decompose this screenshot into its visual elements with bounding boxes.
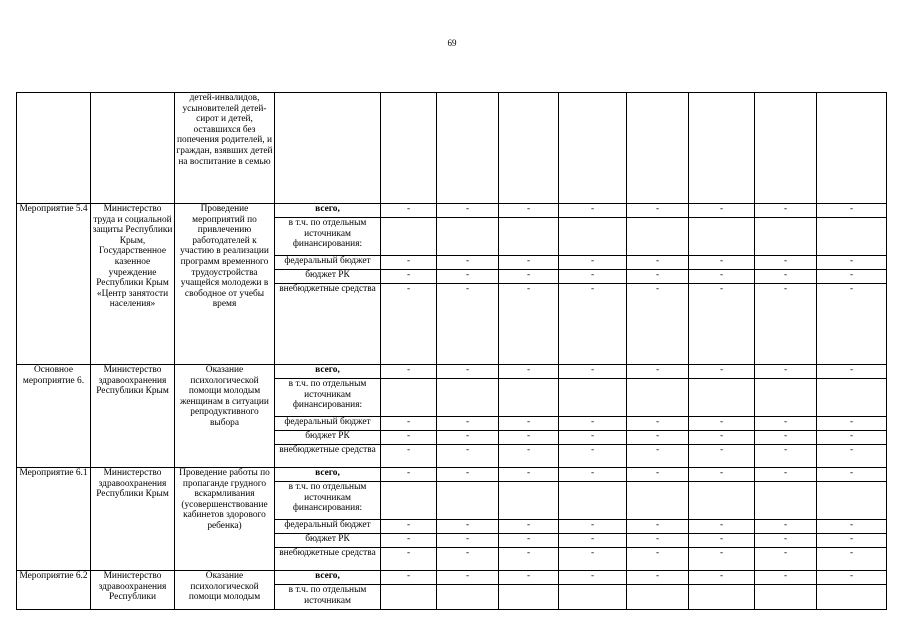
- value-cell: [381, 482, 437, 520]
- value-cell: -: [627, 445, 689, 468]
- measure-id-cell: Мероприятие 6.1: [17, 468, 91, 571]
- value-cell: -: [689, 571, 755, 585]
- table-row: [17, 571, 887, 585]
- value-cell: -: [381, 365, 437, 379]
- value-cell: -: [817, 445, 887, 468]
- value-cell: -: [559, 571, 627, 585]
- value-cell: -: [559, 520, 627, 534]
- value-cell: -: [627, 520, 689, 534]
- value-cell: -: [437, 468, 499, 482]
- value-cell: -: [559, 204, 627, 218]
- source-republic-cell: бюджет РК: [275, 534, 381, 548]
- value-cell: -: [755, 284, 817, 365]
- value-cell: -: [381, 256, 437, 270]
- value-cell: -: [437, 520, 499, 534]
- value-cell: -: [499, 417, 559, 431]
- value-cell: -: [499, 365, 559, 379]
- value-cell: -: [437, 256, 499, 270]
- value-cell: [437, 379, 499, 417]
- value-cell: -: [817, 365, 887, 379]
- value-cell: -: [437, 284, 499, 365]
- value-cell: [755, 482, 817, 520]
- value-cell: -: [499, 284, 559, 365]
- executor-cell: Министерство здравоохранения Республики Крым: [91, 365, 175, 468]
- value-cell: -: [755, 548, 817, 571]
- value-cell: -: [437, 270, 499, 284]
- value-cell: -: [499, 445, 559, 468]
- value-cell: -: [817, 571, 887, 585]
- value-cell: -: [755, 270, 817, 284]
- value-cell: -: [627, 571, 689, 585]
- value-cell: [817, 93, 887, 204]
- value-cell: -: [437, 548, 499, 571]
- value-cell: -: [817, 256, 887, 270]
- value-cell: -: [755, 431, 817, 445]
- source-total-cell: всего,: [275, 468, 381, 482]
- measure-id-cell: Мероприятие 6.2: [17, 571, 91, 610]
- value-cell: -: [627, 431, 689, 445]
- value-cell: -: [817, 548, 887, 571]
- value-cell: -: [627, 365, 689, 379]
- value-cell: -: [755, 445, 817, 468]
- value-cell: -: [755, 534, 817, 548]
- source-total-cell: всего,: [275, 204, 381, 218]
- value-cell: -: [689, 520, 755, 534]
- value-cell: [755, 218, 817, 256]
- value-cell: -: [499, 256, 559, 270]
- value-cell: [755, 379, 817, 417]
- value-cell: [755, 93, 817, 204]
- value-cell: -: [381, 548, 437, 571]
- measure-id-cell: [17, 93, 91, 204]
- value-cell: [627, 93, 689, 204]
- value-cell: -: [755, 468, 817, 482]
- value-cell: -: [689, 417, 755, 431]
- value-cell: -: [499, 534, 559, 548]
- value-cell: [689, 585, 755, 610]
- source-federal-cell: федеральный бюджет: [275, 417, 381, 431]
- source-total-cell: всего,: [275, 365, 381, 379]
- value-cell: [627, 379, 689, 417]
- value-cell: [559, 379, 627, 417]
- value-cell: [559, 218, 627, 256]
- value-cell: -: [437, 431, 499, 445]
- value-cell: [689, 93, 755, 204]
- source-including-cell: в т.ч. по отдельным источникам финансирования:: [275, 218, 381, 256]
- value-cell: [817, 482, 887, 520]
- value-cell: -: [817, 204, 887, 218]
- value-cell: -: [627, 284, 689, 365]
- source-total-cell: всего,: [275, 571, 381, 585]
- value-cell: -: [817, 417, 887, 431]
- value-cell: -: [755, 520, 817, 534]
- executor-cell: Министерство труда и социальной защиты Республики Крым, Государственное казенное учреждение Республики Крым «Центр занятости населения»: [91, 204, 175, 365]
- value-cell: -: [689, 445, 755, 468]
- table-row: [17, 468, 887, 482]
- value-cell: -: [559, 431, 627, 445]
- value-cell: [627, 218, 689, 256]
- source-republic-cell: бюджет РК: [275, 270, 381, 284]
- value-cell: -: [755, 571, 817, 585]
- value-cell: -: [437, 571, 499, 585]
- value-cell: -: [627, 548, 689, 571]
- source-extra-cell: внебюджетные средства: [275, 445, 381, 468]
- value-cell: -: [559, 548, 627, 571]
- value-cell: -: [627, 270, 689, 284]
- executor-cell: Министерство здравоохранения Республики: [91, 571, 175, 610]
- value-cell: [627, 585, 689, 610]
- value-cell: -: [559, 270, 627, 284]
- measure-name-cell: Оказание психологической помощи молодым: [175, 571, 275, 610]
- value-cell: -: [689, 365, 755, 379]
- value-cell: -: [499, 431, 559, 445]
- source-republic-cell: бюджет РК: [275, 431, 381, 445]
- value-cell: -: [627, 204, 689, 218]
- value-cell: [627, 482, 689, 520]
- value-cell: -: [817, 468, 887, 482]
- value-cell: -: [499, 571, 559, 585]
- value-cell: -: [627, 468, 689, 482]
- value-cell: [559, 93, 627, 204]
- value-cell: [437, 585, 499, 610]
- value-cell: [817, 585, 887, 610]
- value-cell: -: [437, 445, 499, 468]
- measure-id-cell: Мероприятие 5.4: [17, 204, 91, 365]
- value-cell: [381, 93, 437, 204]
- value-cell: -: [381, 204, 437, 218]
- value-cell: [381, 585, 437, 610]
- value-cell: -: [381, 431, 437, 445]
- executor-cell: Министерство здравоохранения Республики Крым: [91, 468, 175, 571]
- measure-name-cell: детей-инвалидов, усыновителей детей-сирот и детей, оставшихся без попечения родителей, и граждан, взявших детей на воспитание в семью: [175, 93, 275, 204]
- table-row: [17, 204, 887, 218]
- value-cell: [689, 482, 755, 520]
- value-cell: -: [437, 534, 499, 548]
- source-including-cell: в т.ч. по отдельным источникам финансирования:: [275, 379, 381, 417]
- value-cell: -: [559, 256, 627, 270]
- value-cell: -: [381, 534, 437, 548]
- value-cell: [499, 379, 559, 417]
- measure-name-cell: Проведение работы по пропаганде грудного вскармливания (усовершенствование кабинетов здорового ребенка): [175, 468, 275, 571]
- value-cell: -: [499, 548, 559, 571]
- value-cell: -: [381, 284, 437, 365]
- value-cell: -: [627, 417, 689, 431]
- value-cell: -: [689, 270, 755, 284]
- value-cell: [689, 379, 755, 417]
- value-cell: -: [499, 468, 559, 482]
- value-cell: -: [627, 256, 689, 270]
- value-cell: -: [689, 284, 755, 365]
- value-cell: [381, 218, 437, 256]
- value-cell: -: [381, 270, 437, 284]
- value-cell: [817, 218, 887, 256]
- value-cell: [559, 585, 627, 610]
- value-cell: [499, 93, 559, 204]
- value-cell: -: [381, 520, 437, 534]
- measure-id-cell: Основное мероприятие 6.: [17, 365, 91, 468]
- source-including-cell: в т.ч. по отдельным источникам финансирования:: [275, 482, 381, 520]
- value-cell: -: [689, 548, 755, 571]
- value-cell: -: [755, 365, 817, 379]
- value-cell: -: [627, 534, 689, 548]
- value-cell: -: [499, 270, 559, 284]
- value-cell: -: [381, 445, 437, 468]
- value-cell: -: [559, 417, 627, 431]
- value-cell: -: [817, 270, 887, 284]
- value-cell: -: [755, 256, 817, 270]
- value-cell: -: [559, 534, 627, 548]
- value-cell: [559, 482, 627, 520]
- value-cell: [689, 218, 755, 256]
- value-cell: -: [689, 204, 755, 218]
- value-cell: [437, 93, 499, 204]
- measure-name-cell: Оказание психологической помощи молодым женщинам в ситуации репродуктивного выбора: [175, 365, 275, 468]
- value-cell: [437, 218, 499, 256]
- value-cell: -: [381, 571, 437, 585]
- source-cell: [275, 93, 381, 204]
- value-cell: -: [755, 204, 817, 218]
- value-cell: [499, 218, 559, 256]
- value-cell: -: [381, 417, 437, 431]
- table-row: [17, 365, 887, 379]
- source-extra-cell: внебюджетные средства: [275, 284, 381, 365]
- value-cell: -: [817, 431, 887, 445]
- value-cell: -: [559, 445, 627, 468]
- value-cell: -: [559, 468, 627, 482]
- source-including-cell: в т.ч. по отдельным источникам: [275, 585, 381, 610]
- value-cell: -: [437, 417, 499, 431]
- value-cell: -: [437, 365, 499, 379]
- value-cell: -: [817, 520, 887, 534]
- value-cell: -: [499, 204, 559, 218]
- value-cell: -: [559, 284, 627, 365]
- value-cell: -: [689, 534, 755, 548]
- funding-table: [16, 92, 887, 610]
- value-cell: -: [817, 534, 887, 548]
- value-cell: -: [559, 365, 627, 379]
- value-cell: [437, 482, 499, 520]
- executor-cell: [91, 93, 175, 204]
- value-cell: [499, 585, 559, 610]
- source-federal-cell: федеральный бюджет: [275, 520, 381, 534]
- value-cell: -: [499, 520, 559, 534]
- value-cell: -: [689, 468, 755, 482]
- value-cell: -: [381, 468, 437, 482]
- table-row: [17, 93, 887, 204]
- value-cell: [755, 585, 817, 610]
- value-cell: [499, 482, 559, 520]
- value-cell: -: [755, 417, 817, 431]
- value-cell: -: [689, 256, 755, 270]
- value-cell: -: [437, 204, 499, 218]
- value-cell: [817, 379, 887, 417]
- source-extra-cell: внебюджетные средства: [275, 548, 381, 571]
- measure-name-cell: Проведение мероприятий по привлечению работодателей к участию в реализации программ временного трудоустройства учащейся молодежи в свободное от учебы время: [175, 204, 275, 365]
- value-cell: [381, 379, 437, 417]
- value-cell: -: [817, 284, 887, 365]
- value-cell: -: [689, 431, 755, 445]
- source-federal-cell: федеральный бюджет: [275, 256, 381, 270]
- page-number: 69: [447, 38, 457, 48]
